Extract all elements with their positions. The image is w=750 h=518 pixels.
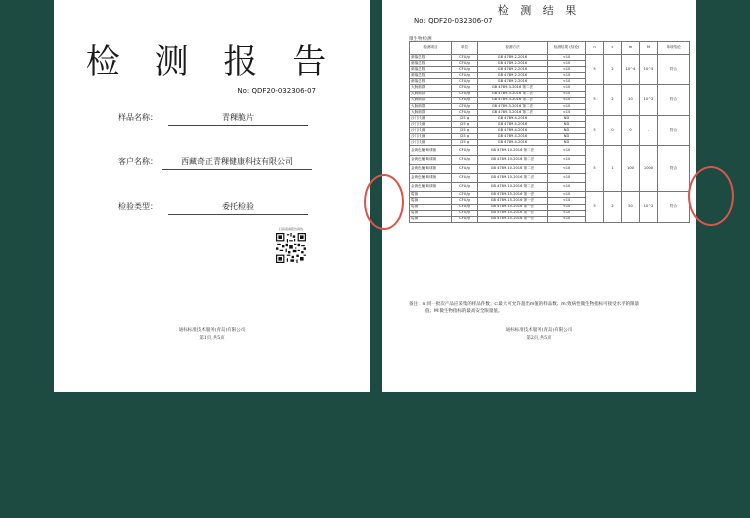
method-cell: GB 4789.3-2016 第二法 xyxy=(478,97,548,103)
unit-cell: CFU/g xyxy=(452,103,478,109)
result-cell: <10 xyxy=(548,183,586,192)
unit-cell: CFU/g xyxy=(452,109,478,115)
unit-cell: CFU/g xyxy=(452,164,478,173)
item-cell: 菌落总数 xyxy=(410,73,452,79)
m-cell: 50 xyxy=(622,192,640,222)
column-header: n xyxy=(586,42,604,55)
unit-cell: CFU/g xyxy=(452,183,478,192)
n-cell: 5 xyxy=(586,55,604,85)
unit-cell: CFU/g xyxy=(452,173,478,182)
sample-name-value: 青稞脆片 xyxy=(168,112,308,126)
red-seal-stamp xyxy=(364,174,404,230)
table-header-row xyxy=(410,42,690,55)
conclusion-cell: 符合 xyxy=(658,55,690,85)
method-cell: GB 4789.4-2016 xyxy=(478,140,548,146)
c-cell: 2 xyxy=(604,192,622,222)
notes xyxy=(409,301,691,315)
method-cell: GB 4789.15-2016 第一法 xyxy=(478,198,548,204)
column-header: c xyxy=(604,42,622,55)
method-cell: GB 4789.2-2016 xyxy=(478,67,548,73)
method-cell: GB 4789.15-2016 第一法 xyxy=(478,192,548,198)
result-cell: <10 xyxy=(548,192,586,198)
result-cell: ND xyxy=(548,140,586,146)
notes-line-1: n:同一批次产品应采集的样品件数；c:最大可允许超出m值的样品数；m:致病性微生物指标可接受水平的限量 xyxy=(422,302,640,307)
upper-limit-cell: 1000 xyxy=(640,146,658,192)
m-cell: 0 xyxy=(622,115,640,145)
report-number: No: QDF20-032306-07 xyxy=(237,87,316,95)
column-header: 单位 xyxy=(452,42,478,55)
item-cell: 菌落总数 xyxy=(410,55,452,61)
method-cell: GB 4789.15-2016 第一法 xyxy=(478,210,548,216)
result-cell: ND xyxy=(548,128,586,134)
item-cell: 霉菌 xyxy=(410,210,452,216)
method-cell: GB 4789.10-2016 第二法 xyxy=(478,164,548,173)
column-header: M xyxy=(640,42,658,55)
unit-cell: CFU/g xyxy=(452,85,478,91)
result-cell: <10 xyxy=(548,91,586,97)
qr-caption: 扫码查看报告真伪 xyxy=(278,227,303,231)
column-header: 单项结论 xyxy=(658,42,690,55)
result-cell: <10 xyxy=(548,210,586,216)
result-cell: <10 xyxy=(548,173,586,182)
section-label: 微生物检测 xyxy=(409,37,432,42)
result-cell: <10 xyxy=(548,67,586,73)
method-cell: GB 4789.2-2016 xyxy=(478,73,548,79)
item-cell: 金黄色葡萄球菌 xyxy=(410,183,452,192)
result-cell: <10 xyxy=(548,109,586,115)
method-cell: GB 4789.3-2016 第二法 xyxy=(478,103,548,109)
client-name-value: 西藏奇正青稞健康科技有限公司 xyxy=(162,156,312,170)
unit-cell: /25 g xyxy=(452,115,478,121)
m-cell: 10^4 xyxy=(622,55,640,85)
upper-limit-cell: - xyxy=(640,115,658,145)
unit-cell: CFU/g xyxy=(452,146,478,155)
result-cell: <10 xyxy=(548,85,586,91)
notes-label: 备注： xyxy=(409,302,423,307)
item-cell: 菌落总数 xyxy=(410,61,452,67)
unit-cell: /25 g xyxy=(452,128,478,134)
result-cell: <10 xyxy=(548,146,586,155)
results-report-number: No: QDF20-032306-07 xyxy=(414,17,493,25)
method-cell: GB 4789.4-2016 xyxy=(478,115,548,121)
method-cell: GB 4789.3-2016 第二法 xyxy=(478,91,548,97)
unit-cell: CFU/g xyxy=(452,155,478,164)
item-cell: 沙门氏菌 xyxy=(410,115,452,121)
conclusion-cell: 符合 xyxy=(658,146,690,192)
method-cell: GB 4789.3-2016 第二法 xyxy=(478,109,548,115)
method-cell: GB 4789.2-2016 xyxy=(478,79,548,85)
unit-cell: CFU/g xyxy=(452,198,478,204)
unit-cell: /25 g xyxy=(452,122,478,128)
unit-cell: CFU/g xyxy=(452,192,478,198)
results-table xyxy=(409,41,690,223)
c-cell: 0 xyxy=(604,115,622,145)
method-cell: GB 4789.10-2016 第二法 xyxy=(478,146,548,155)
n-cell: 5 xyxy=(586,85,604,115)
c-cell: 1 xyxy=(604,146,622,192)
item-cell: 菌落总数 xyxy=(410,79,452,85)
conclusion-cell: 符合 xyxy=(658,85,690,115)
method-cell: GB 4789.10-2016 第二法 xyxy=(478,173,548,182)
notes-line-2: 值；M:微生物指标的最高安全限量值。 xyxy=(425,309,503,314)
c-cell: 2 xyxy=(604,85,622,115)
result-cell: <10 xyxy=(548,155,586,164)
unit-cell: CFU/g xyxy=(452,91,478,97)
item-cell: 大肠菌群 xyxy=(410,85,452,91)
m-cell: 100 xyxy=(622,146,640,192)
unit-cell: CFU/g xyxy=(452,216,478,222)
n-cell: 5 xyxy=(586,115,604,145)
item-cell: 金黄色葡萄球菌 xyxy=(410,146,452,155)
conclusion-cell: 符合 xyxy=(658,192,690,222)
unit-cell: /25 g xyxy=(452,140,478,146)
item-cell: 霉菌 xyxy=(410,198,452,204)
method-cell: GB 4789.2-2016 xyxy=(478,55,548,61)
cover-footer-page: 第1页,共5页 xyxy=(199,336,225,341)
item-cell: 菌落总数 xyxy=(410,67,452,73)
item-cell: 沙门氏菌 xyxy=(410,134,452,140)
column-header: 检测结果 (结论) xyxy=(548,42,586,55)
item-cell: 金黄色葡萄球菌 xyxy=(410,173,452,182)
conclusion-cell: 符合 xyxy=(658,115,690,145)
item-cell: 霉菌 xyxy=(410,192,452,198)
report-cover-page xyxy=(54,0,370,392)
method-cell: GB 4789.15-2016 第一法 xyxy=(478,216,548,222)
report-title: 检 测 报 告 xyxy=(85,42,339,82)
method-cell: GB 4789.10-2016 第二法 xyxy=(478,155,548,164)
unit-cell: CFU/g xyxy=(452,55,478,61)
item-cell: 霉菌 xyxy=(410,216,452,222)
column-header: 检测方法 xyxy=(478,42,548,55)
item-cell: 大肠菌群 xyxy=(410,97,452,103)
unit-cell: CFU/g xyxy=(452,204,478,210)
item-cell: 金黄色葡萄球菌 xyxy=(410,164,452,173)
item-cell: 金黄色葡萄球菌 xyxy=(410,155,452,164)
table-row xyxy=(410,146,690,155)
result-cell: <10 xyxy=(548,79,586,85)
result-cell: ND xyxy=(548,122,586,128)
unit-cell: CFU/g xyxy=(452,79,478,85)
method-cell: GB 4789.2-2016 xyxy=(478,61,548,67)
test-type-label: 检验类型： xyxy=(118,202,158,211)
unit-cell: CFU/g xyxy=(452,61,478,67)
column-header: m xyxy=(622,42,640,55)
method-cell: GB 4789.4-2016 xyxy=(478,134,548,140)
cover-footer-company: 通标标准技术服务(青岛)有限公司 xyxy=(178,328,246,333)
method-cell: GB 4789.3-2016 第二法 xyxy=(478,85,548,91)
result-cell: <10 xyxy=(548,216,586,222)
n-cell: 5 xyxy=(586,192,604,222)
c-cell: 2 xyxy=(604,55,622,85)
item-cell: 大肠菌群 xyxy=(410,91,452,97)
result-cell: <10 xyxy=(548,97,586,103)
unit-cell: CFU/g xyxy=(452,67,478,73)
unit-cell: CFU/g xyxy=(452,97,478,103)
qr-code-icon[interactable] xyxy=(276,233,306,263)
method-cell: GB 4789.4-2016 xyxy=(478,122,548,128)
results-title: 检 测 结 果 xyxy=(497,4,581,17)
result-cell: <10 xyxy=(548,164,586,173)
method-cell: GB 4789.15-2016 第一法 xyxy=(478,204,548,210)
test-type-value: 委托检验 xyxy=(168,201,308,215)
n-cell: 5 xyxy=(586,146,604,192)
result-cell: <10 xyxy=(548,198,586,204)
item-cell: 大肠菌群 xyxy=(410,103,452,109)
item-cell: 沙门氏菌 xyxy=(410,140,452,146)
item-cell: 沙门氏菌 xyxy=(410,122,452,128)
item-cell: 霉菌 xyxy=(410,204,452,210)
upper-limit-cell: 10^2 xyxy=(640,85,658,115)
red-seal-stamp xyxy=(688,166,734,226)
unit-cell: CFU/g xyxy=(452,73,478,79)
client-name-label: 客户名称： xyxy=(118,157,158,166)
column-header: 检测项目 xyxy=(410,42,452,55)
result-cell: ND xyxy=(548,115,586,121)
method-cell: GB 4789.4-2016 xyxy=(478,128,548,134)
m-cell: 10 xyxy=(622,85,640,115)
result-cell: <10 xyxy=(548,204,586,210)
unit-cell: /25 g xyxy=(452,134,478,140)
result-cell: <10 xyxy=(548,61,586,67)
results-footer-company: 通标标准技术服务(青岛)有限公司 xyxy=(505,328,573,333)
sample-name-label: 样品名称： xyxy=(118,113,158,122)
result-cell: <10 xyxy=(548,73,586,79)
item-cell: 沙门氏菌 xyxy=(410,128,452,134)
result-cell: <10 xyxy=(548,103,586,109)
method-cell: GB 4789.10-2016 第二法 xyxy=(478,183,548,192)
results-footer-page: 第2页,共5页 xyxy=(526,336,552,341)
item-cell: 大肠菌群 xyxy=(410,109,452,115)
unit-cell: CFU/g xyxy=(452,210,478,216)
result-cell: ND xyxy=(548,134,586,140)
result-cell: <10 xyxy=(548,55,586,61)
upper-limit-cell: 10^2 xyxy=(640,192,658,222)
results-page xyxy=(382,0,696,392)
upper-limit-cell: 10^5 xyxy=(640,55,658,85)
